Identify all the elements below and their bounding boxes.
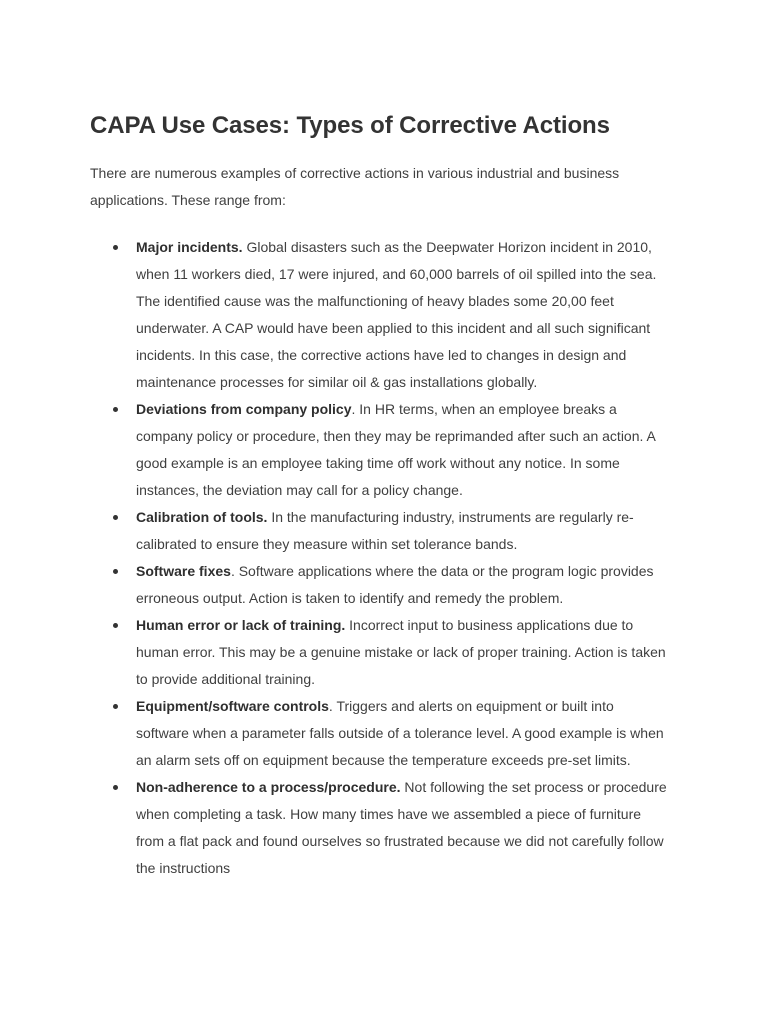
item-text: . In HR terms, when an employee breaks a company policy or procedure, then they may be reprimanded after such an action. A good example is an employee taking time off work without any notice. In some instances, the deviation may call for a policy change. (136, 401, 656, 498)
bullet-icon (113, 623, 118, 628)
bullet-icon (113, 407, 118, 412)
bullet-icon (113, 245, 118, 250)
bullet-icon (113, 785, 118, 790)
article (90, 110, 670, 882)
item-term: Software fixes (136, 563, 231, 579)
list-item (90, 396, 670, 504)
bullet-icon (113, 569, 118, 574)
list-item (90, 504, 670, 558)
list-item (90, 558, 670, 612)
item-text: . Software applications where the data or the program logic provides erroneous output. Action is taken to identify and remedy the problem. (136, 563, 654, 606)
list-item (90, 612, 670, 693)
item-term: Equipment/software controls (136, 698, 329, 714)
list-item (90, 693, 670, 774)
bullet-icon (113, 704, 118, 709)
item-term: Non-adherence to a process/procedure. (136, 779, 401, 795)
corrective-actions-list (90, 234, 670, 882)
item-text: Incorrect input to business applications due to human error. This may be a genuine mistake or lack of proper training. Action is taken to provide additional training. (136, 617, 666, 687)
list-item (90, 774, 670, 882)
item-text: In the manufacturing industry, instruments are regularly re-calibrated to ensure they measure within set tolerance bands. (136, 509, 634, 552)
item-term: Human error or lack of training. (136, 617, 346, 633)
article-intro: There are numerous examples of corrective actions in various industrial and business applications. These range from: (90, 165, 620, 208)
item-term: Calibration of tools. (136, 509, 268, 525)
item-term: Deviations from company policy (136, 401, 352, 417)
item-term: Major incidents. (136, 239, 243, 255)
item-text: Not following the set process or procedure when completing a task. How many times have we assembled a piece of furniture from a flat pack and found ourselves so frustrated because we did not carefully follow the instructions (136, 779, 667, 876)
bullet-icon (113, 515, 118, 520)
article-title: CAPA Use Cases: Types of Corrective Actions (90, 112, 610, 139)
item-text: . Triggers and alerts on equipment or built into software when a parameter falls outside of a tolerance level. A good example is when an alarm sets off on equipment because the temperature exceeds pre-set limits. (136, 698, 664, 768)
item-text: Global disasters such as the Deepwater Horizon incident in 2010, when 11 workers died, 17 were injured, and 60,000 barrels of oil spilled into the sea. The identified cause was the malfunctioning of heavy blades some 20,00 feet underwater. A CAP would have been applied to this incident and all such significant incidents. In this case, the corrective actions have led to changes in design and maintenance processes for similar oil & gas installations globally. (136, 239, 657, 390)
list-item (90, 234, 670, 396)
